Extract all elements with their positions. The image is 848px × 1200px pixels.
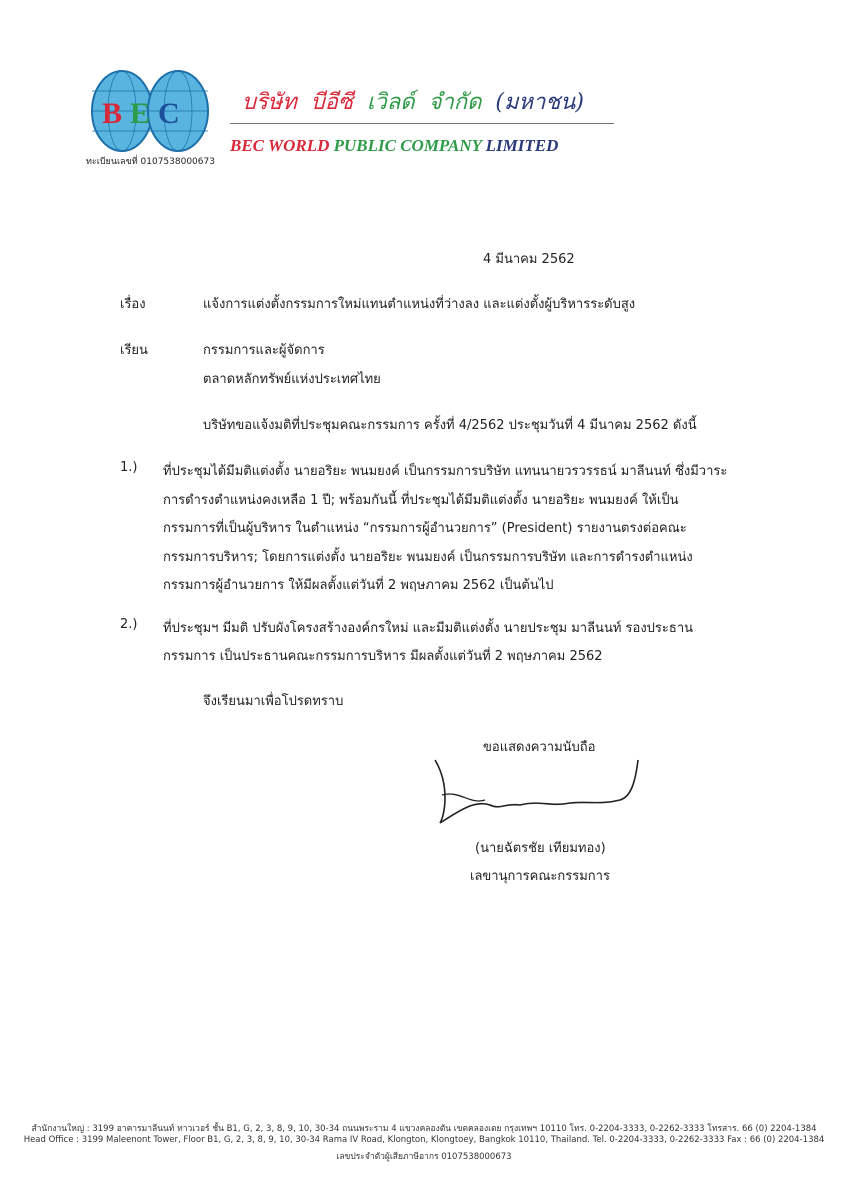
item-line: ที่ประชุมได้มีมติแต่งตั้ง นายอริยะ พนมยงค์ เป็นกรรมการบริษัท แทนนายวรวรรธน์ มาลีนนท์ ซึ่งมีวาระ: [163, 464, 728, 479]
closing-text: จึงเรียนมาเพื่อโปรดทราบ: [203, 694, 344, 709]
svg-text:C: C: [158, 97, 180, 130]
svg-text:B: B: [102, 97, 123, 130]
regards-text: ขอแสดงความนับถือ: [483, 740, 596, 755]
item-line: กรรมการผู้อำนวยการ ให้มีผลตั้งแต่วันที่ 2 พฤษภาคม 2562 เป็นต้นไป: [163, 578, 554, 593]
en-part: LIMITED: [485, 136, 559, 155]
th-part: บีอีซี: [310, 90, 353, 115]
item-line: ที่ประชุมฯ มีมติ ปรับผังโครงสร้างองค์กรใหม่ และมีมติแต่งตั้ง นายประชุม มาลีนนท์ รองประธาน: [163, 621, 694, 636]
th-part: เวิลด์: [366, 90, 415, 115]
subject-label: เรื่อง: [120, 297, 146, 312]
signer-title: เลขานุการคณะกรรมการ: [470, 869, 610, 884]
header-divider: [230, 123, 614, 124]
subject-text: แจ้งการแต่งตั้งกรรมการใหม่แทนตำแหน่งที่ว่างลง และแต่งตั้งผู้บริหารระดับสูง: [203, 297, 636, 312]
bec-globe-logo: [90, 68, 210, 154]
item-number: 2.): [120, 617, 138, 632]
th-part: (มหาชน): [495, 90, 584, 115]
th-part: จำกัด: [428, 90, 482, 115]
item-line: กรรมการที่เป็นผู้บริหาร ในตำแหน่ง “กรรมการผู้อำนวยการ” (President) รายงานตรงต่อคณะ: [163, 521, 687, 536]
item-line: กรรมการ เป็นประธานคณะกรรมการบริหาร มีผลตั้งแต่วันที่ 2 พฤษภาคม 2562: [163, 649, 603, 664]
th-part: บริษัท: [242, 90, 297, 115]
recipient-label: เรียน: [120, 343, 148, 358]
item-line: กรรมการบริหาร; โดยการแต่งตั้ง นายอริยะ พนมยงค์ เป็นกรรมการบริษัท และการดำรงตำแหน่ง: [163, 550, 693, 565]
en-part: PUBLIC COMPANY: [333, 136, 482, 155]
letter-date: 4 มีนาคม 2562: [483, 252, 575, 267]
recipient-line: กรรมการและผู้จัดการ: [203, 343, 325, 358]
recipient-line: ตลาดหลักทรัพย์แห่งประเทศไทย: [203, 372, 381, 387]
svg-text:E: E: [130, 97, 151, 130]
registration-number: ทะเบียนเลขที่ 0107538000673: [86, 157, 215, 167]
signature: [430, 755, 645, 830]
item-line: การดำรงตำแหน่งคงเหลือ 1 ปี; พร้อมกันนี้ ที่ประชุมได้มีมติแต่งตั้ง นายอริยะ พนมยงค์ ให้เป็น: [163, 493, 679, 508]
item-number: 1.): [120, 460, 138, 475]
company-name-thai: [242, 84, 584, 119]
intro-paragraph: บริษัทขอแจ้งมติที่ประชุมคณะกรรมการ ครั้งที่ 4/2562 ประชุมวันที่ 4 มีนาคม 2562 ดังนี้: [203, 418, 697, 433]
signer-name: (นายฉัตรชัย เทียมทอง): [475, 841, 606, 856]
footer-tax-id: เลขประจำตัวผู้เสียภาษีอากร 0107538000673: [336, 1152, 512, 1162]
en-part: BEC WORLD: [230, 136, 330, 155]
footer-address-english: Head Office : 3199 Maleenont Tower, Floor B1, G, 2, 3, 8, 9, 10, 30-34 Rama IV Road, Klongton, Klongtoey, Bangkok 10110, Thailand. Tel. 0-2204-3333, 0-2262-3333 Fax : 66 (0) 2204-1384: [23, 1135, 825, 1145]
footer-address-thai: สำนักงานใหญ่ : 3199 อาคารมาลีนนท์ ทาวเวอร์ ชั้น B1, G, 2, 3, 8, 9, 10, 30-34 ถนนพระราม 4 แขวงคลองตัน เขตคลองเตย กรุงเทพฯ 10110 โทร. 0-2204-3333, 0-2262-3333 โทรสาร. 66 (0) 2204-1384: [31, 1124, 817, 1134]
company-name-english: [230, 136, 558, 156]
